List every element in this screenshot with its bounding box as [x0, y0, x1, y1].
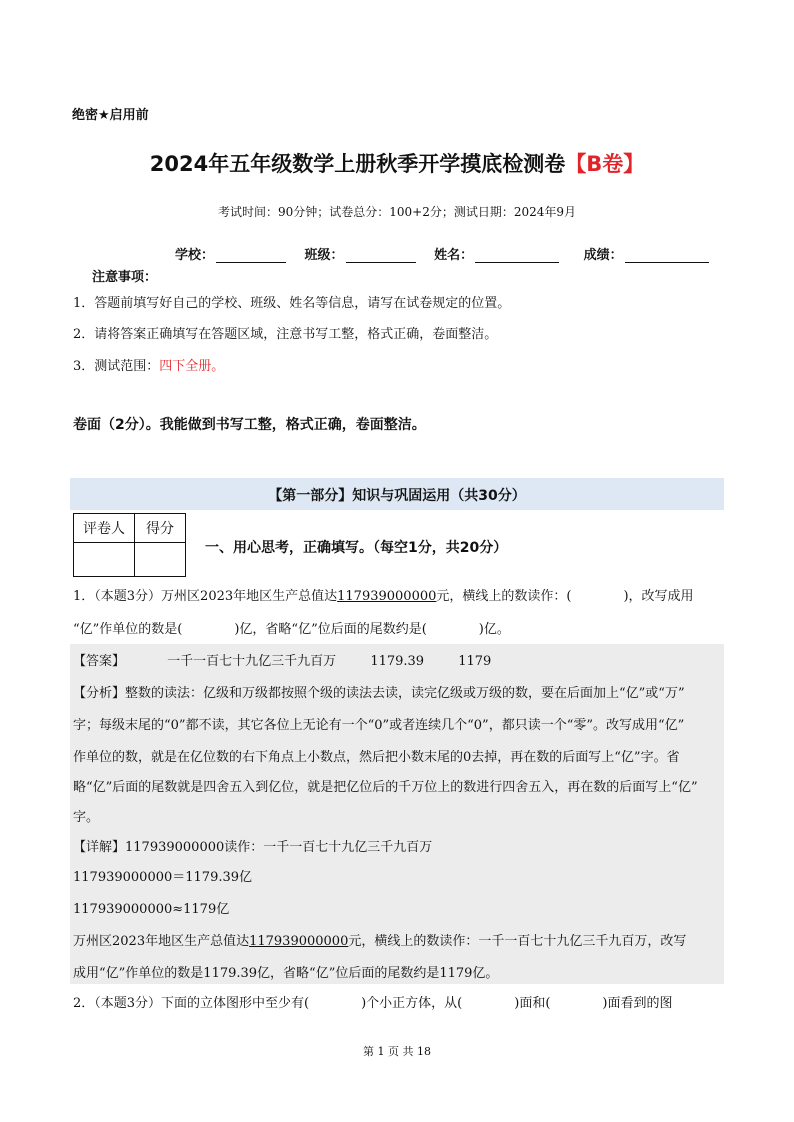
answer-line: [73, 650, 491, 669]
detail-4-number: 117939000000: [249, 934, 349, 949]
score-cell[interactable]: [135, 543, 186, 577]
class-field: [305, 244, 416, 263]
question-1-line-2: “亿”作单位的数是( )亿，省略“亿”位后面的尾数约是( )亿。: [73, 622, 510, 637]
notice-item-2: 2．请将答案正确填写在答题区域，注意书写工整，格式正确，卷面整洁。: [73, 327, 498, 342]
analysis-line-1: 【分析】整数的读法：亿级和万级都按照个级的读法去读，读完亿级或万级的数，要在后面加上“亿”或“万”: [73, 686, 685, 701]
score-label: 成绩：: [583, 248, 623, 263]
q1-text-b: 元，横线上的数读作：( )，改写成用: [436, 589, 694, 604]
analysis-line-4: 略“亿”后面的尾数就是四舍五入到亿位，就是把亿位后的千万位上的数进行四舍五入，再在数的后面写上“亿”: [73, 780, 698, 795]
detail-line-4: [73, 930, 686, 949]
notice-heading: 注意事项：: [92, 270, 158, 285]
exam-info: 考试时间：90分钟；试卷总分：100+2分；测试日期：2024年9月: [217, 205, 577, 219]
score-blank[interactable]: [625, 248, 709, 263]
score-header: 得分: [135, 514, 186, 543]
detail-line-3: 117939000000≈1179亿: [73, 902, 230, 917]
school-label: 学校：: [175, 248, 215, 263]
exam-title: [0, 148, 794, 178]
detail-line-1: 【详解】117939000000读作：一千一百七十九亿三千九百万: [73, 840, 433, 855]
section-title: 一、用心思考，正确填写。（每空1分，共20分）: [205, 540, 508, 556]
score-field: [584, 244, 709, 263]
notice-item-3: [73, 355, 224, 374]
answer-1: 一千一百七十九亿三千九百万: [167, 654, 337, 669]
detail-4-text-b: 元，横线上的数读作：一千一百七十九亿三千九百万，改写: [348, 934, 687, 949]
q1-number: 117939000000: [337, 589, 437, 604]
paper-neatness-line: 卷面（2分）。我能做到书写工整，格式正确，卷面整洁。: [73, 417, 426, 433]
student-info-row: [175, 244, 723, 263]
detail-4-text-a: 万州区2023年地区生产总值达: [73, 934, 250, 949]
detail-line-2: 117939000000＝1179.39亿: [73, 870, 253, 885]
school-field: [175, 244, 286, 263]
exam-title-main: 2024年五年级数学上册秋季开学摸底检测卷: [149, 152, 566, 176]
confidential-mark: 绝密★启用前: [72, 108, 149, 123]
q1-text-a: 1．（本题3分）万州区2023年地区生产总值达: [73, 589, 338, 604]
school-blank[interactable]: [216, 248, 286, 263]
name-label: 姓名：: [434, 248, 474, 263]
detail-line-5: 成用“亿”作单位的数是1179.39亿，省略“亿”位后面的尾数约是1179亿。: [73, 966, 499, 981]
answer-label: 【答案】: [73, 654, 126, 669]
grader-header: 评卷人: [74, 514, 135, 543]
exam-title-tag: 【B卷】: [565, 152, 645, 176]
score-table: [73, 513, 186, 577]
analysis-line-2: 字；每级末尾的“0”都不读，其它各位上无论有一个“0”或者连续几个“0”，都只读一个“零”。改写成用“亿”: [73, 718, 685, 733]
name-field: [434, 244, 559, 263]
analysis-line-5: 字。: [73, 810, 100, 825]
part-title: 【第一部分】知识与巩固运用（共30分）: [268, 488, 526, 504]
class-blank[interactable]: [346, 248, 416, 263]
page-footer: 第 1 页 共 18: [363, 1045, 431, 1058]
notice-item-1: 1．答题前填写好自己的学校、班级、姓名等信息，请写在试卷规定的位置。: [73, 296, 511, 311]
answer-3: 1179: [458, 654, 492, 669]
analysis-line-3: 作单位的数，就是在亿位数的右下角点上小数点，然后把小数末尾的0去掉，再在数的后面写上“亿”字。省: [73, 750, 680, 765]
grader-cell[interactable]: [74, 543, 135, 577]
notice-item-3-prefix: 3．测试范围：: [73, 359, 160, 374]
name-blank[interactable]: [475, 248, 559, 263]
class-label: 班级：: [304, 248, 344, 263]
question-2-line-1: 2．（本题3分）下面的立体图形中至少有( )个小正方体，从( )面和( )面看到的图: [73, 996, 673, 1011]
question-1-line-1: [73, 585, 694, 604]
test-scope: 四下全册。: [159, 359, 225, 374]
answer-2: 1179.39: [370, 654, 425, 669]
